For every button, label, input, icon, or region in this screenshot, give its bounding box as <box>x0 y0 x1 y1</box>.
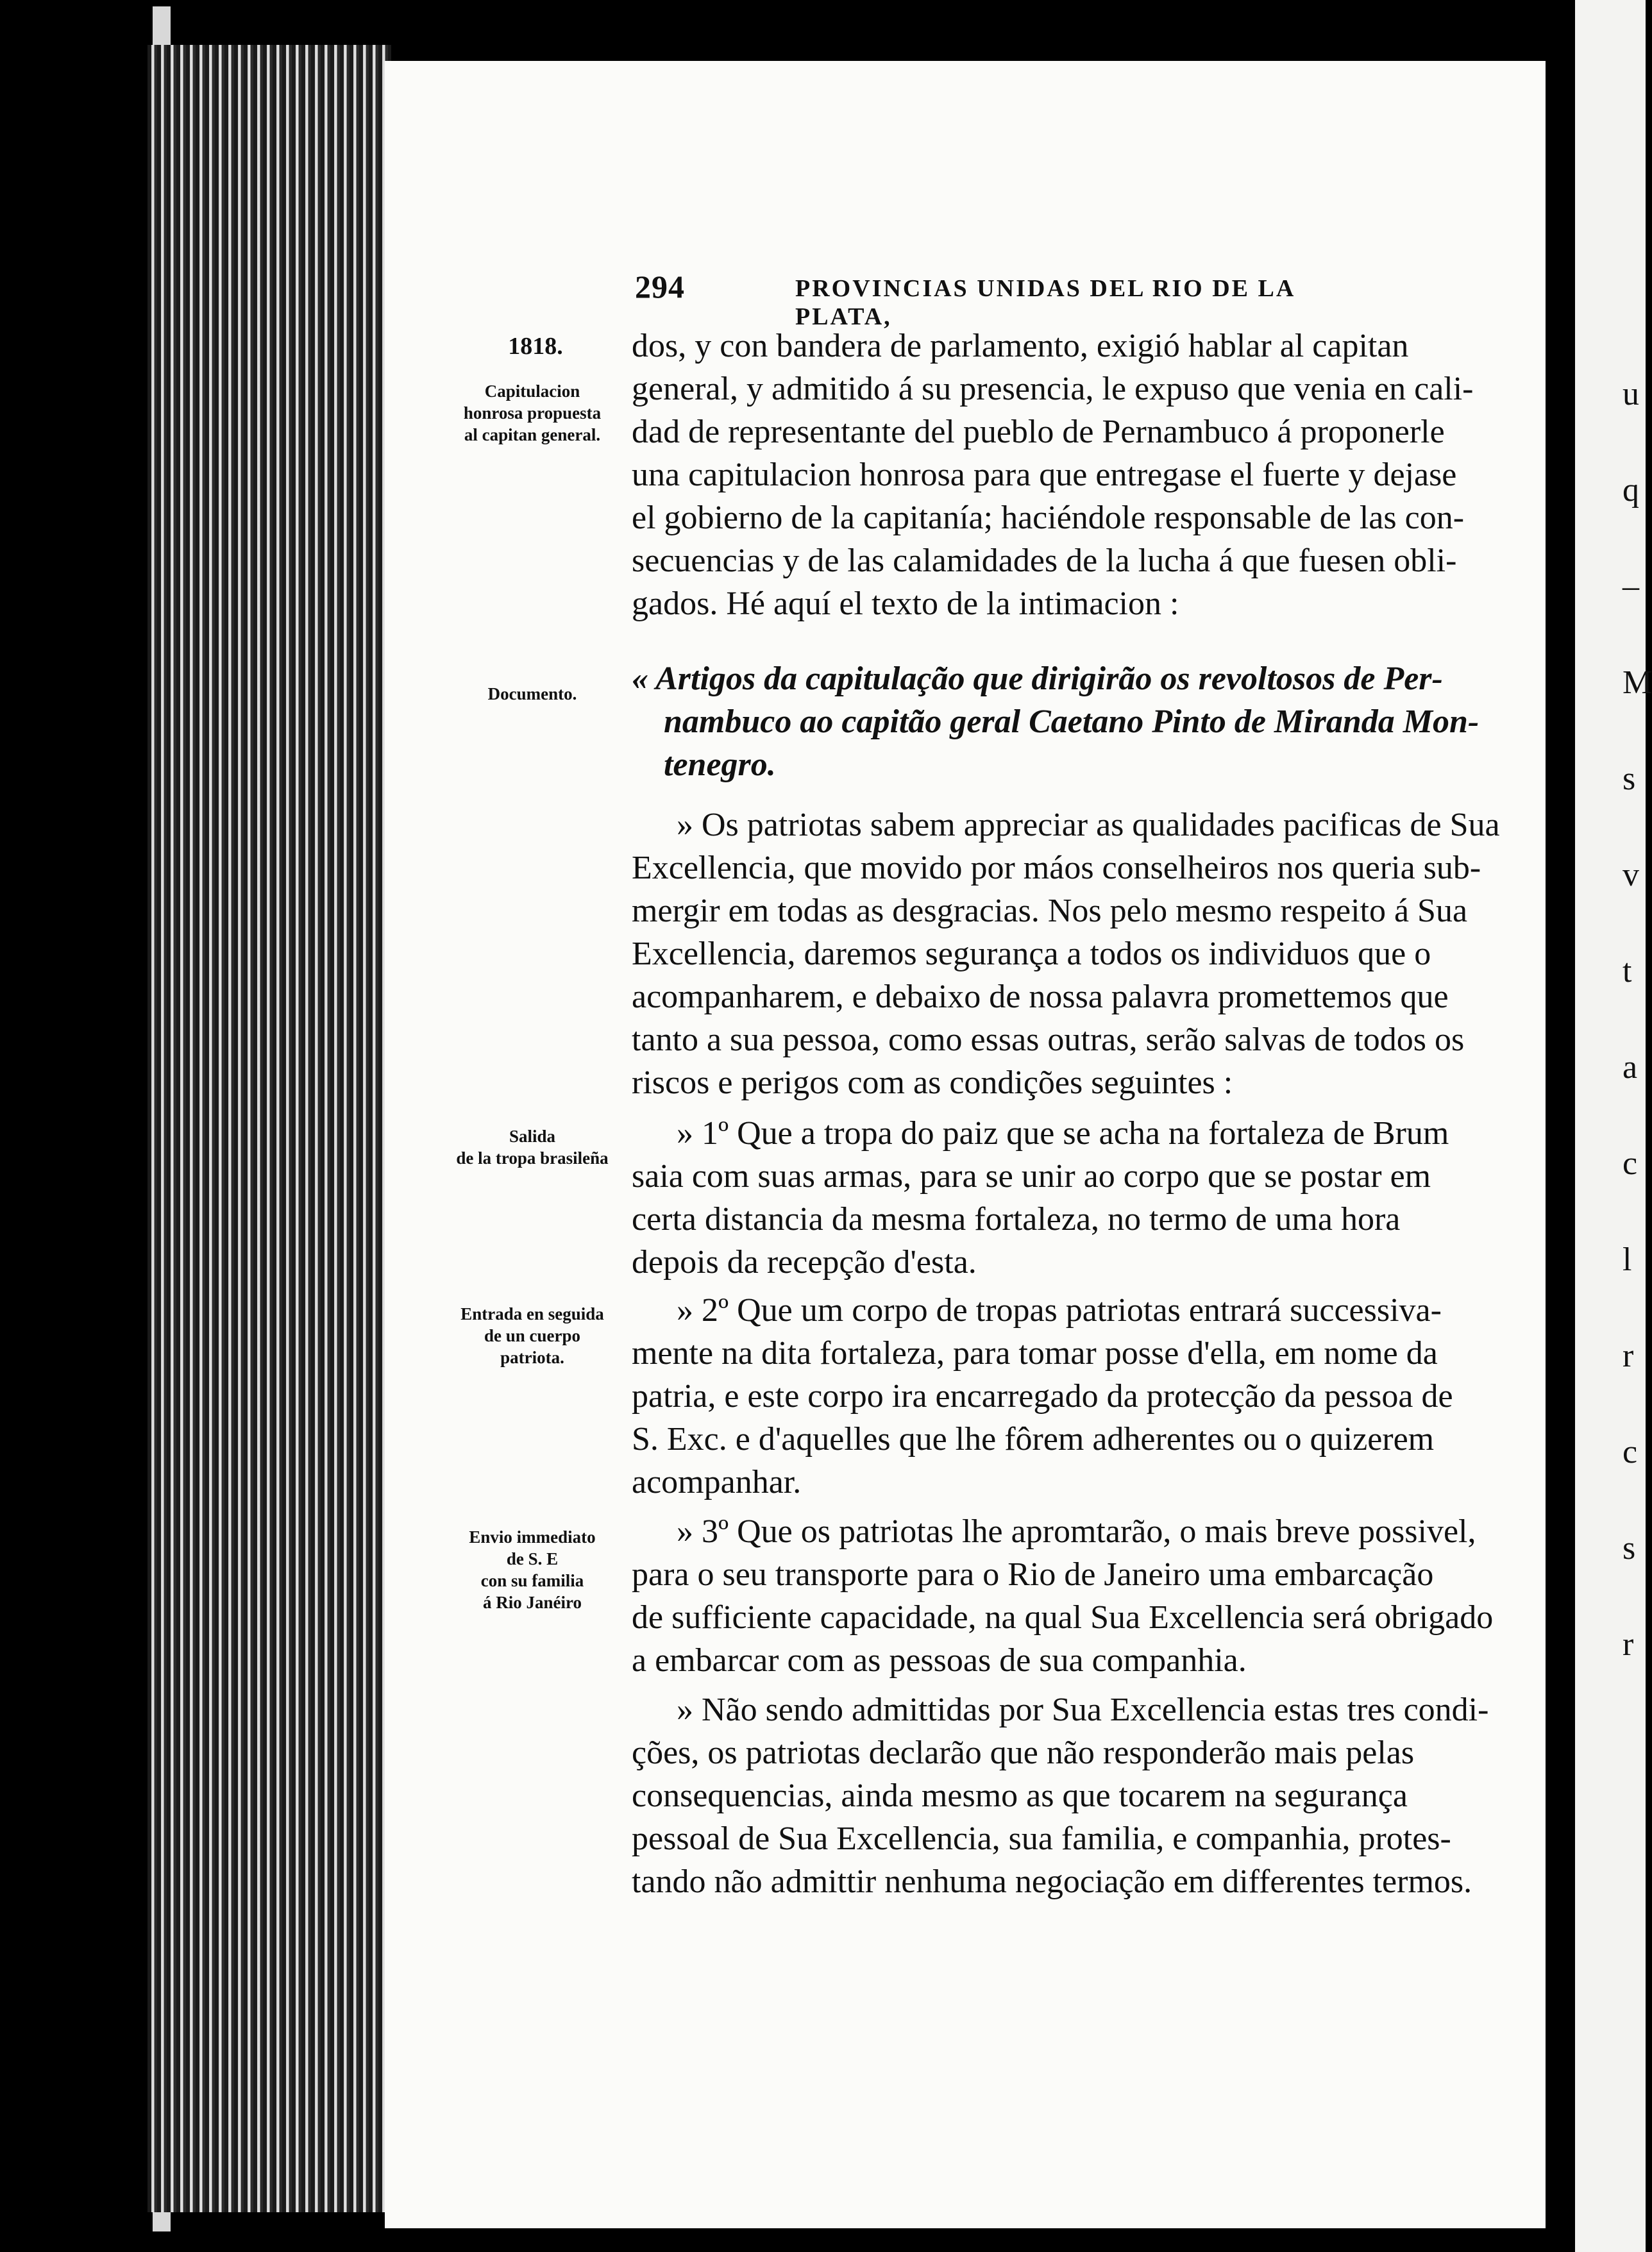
running-header <box>635 268 1360 330</box>
fragment-letter: c <box>1622 1434 1638 1470</box>
text-line: pessoal de Sua Excellencia, sua familia, e companhia, protes- <box>632 1820 1451 1857</box>
text-line: acompanhar. <box>632 1464 802 1500</box>
margin-note-line: de S. E <box>506 1549 559 1568</box>
page-number: 294 <box>635 269 685 305</box>
margin-note-line: al capitan general. <box>464 425 601 444</box>
margin-note-capitulacion <box>442 380 622 446</box>
fragment-letter: – <box>1622 568 1639 605</box>
margin-note-salida <box>442 1125 622 1169</box>
text-line: una capitulacion honrosa para que entregase el fuerte y dejase <box>632 457 1457 493</box>
text-line: saia com suas armas, para se unir ao corpo que se postar em <box>632 1158 1431 1195</box>
margin-note-line: Documento. <box>487 684 577 703</box>
paragraph-intro <box>632 324 1513 625</box>
text-line: gados. Hé aquí el texto de la intimacion : <box>632 585 1179 622</box>
fragment-letter: c <box>1622 1145 1638 1182</box>
margin-note-line: honrosa propuesta <box>463 403 602 423</box>
text-line: » 3º Que os patriotas lhe apromtarão, o mais breve possivel, <box>677 1513 1476 1550</box>
margin-note-line: á Rio Janéiro <box>483 1593 582 1612</box>
fragment-letter: t <box>1622 953 1632 989</box>
fragment-letter: r <box>1622 1338 1634 1374</box>
margin-note-documento <box>442 683 622 705</box>
paragraph-title-artigos <box>632 657 1513 786</box>
text-line: a embarcar com as pessoas de sua companhia. <box>632 1642 1247 1679</box>
fragment-letter: v <box>1622 857 1639 893</box>
running-title: PROVINCIAS UNIDAS DEL RIO DE LA PLATA, <box>795 275 1295 330</box>
margin-note-line: de la tropa brasileña <box>456 1148 609 1168</box>
text-line: » 2º Que um corpo de tropas patriotas entrará successiva- <box>677 1292 1442 1329</box>
text-line: « Artigos da capitulação que dirigirão os revoltosos de Per- <box>632 660 1443 697</box>
margin-note-envio <box>442 1526 622 1613</box>
next-page-fragment <box>1622 346 1652 1693</box>
margin-note-line: Salida <box>509 1127 556 1146</box>
text-line: acompanharem, e debaixo de nossa palavra promettemos que <box>632 979 1449 1015</box>
text-line: Excellencia, que movido por máos conselheiros nos queria sub- <box>632 850 1481 886</box>
fragment-letter: s <box>1622 760 1636 797</box>
fragment-letter: u <box>1622 376 1639 412</box>
text-line: ções, os patriotas declarão que não responderão mais pelas <box>632 1735 1415 1771</box>
paragraph-closing <box>632 1688 1513 1903</box>
margin-year: 1818. <box>508 333 563 360</box>
text-line: » Os patriotas sabem appreciar as qualidades pacificas de Sua <box>677 807 1500 843</box>
fragment-letter: r <box>1622 1626 1634 1663</box>
paragraph-patriotas <box>632 803 1513 1104</box>
margin-note-line: Capitulacion <box>484 382 580 401</box>
margin-note-line: de un cuerpo <box>484 1326 581 1345</box>
margin-note-line: Envio immediato <box>469 1527 596 1547</box>
text-line: Excellencia, daremos segurança a todos os individuos que o <box>632 936 1431 972</box>
text-line: secuencias y de las calamidades de la lucha á que fuesen obli- <box>632 542 1457 579</box>
text-line: para o seu transporte para o Rio de Janeiro uma embarcação <box>632 1556 1434 1593</box>
text-line: tando não admittir nenhuma negociação em differentes termos. <box>632 1863 1472 1900</box>
text-line: mente na dita fortaleza, para tomar posse d'ella, em nome da <box>632 1335 1438 1372</box>
text-line: nambuco ao capitão geral Caetano Pinto de Miranda Mon- <box>664 703 1479 740</box>
text-line: el gobierno de la capitanía; haciéndole responsable de las con- <box>632 500 1465 536</box>
text-line: S. Exc. e d'aquelles que lhe fôrem adherentes ou o quizerem <box>632 1421 1435 1458</box>
fragment-letter: q <box>1622 472 1639 508</box>
paragraph-condition-3 <box>632 1510 1513 1682</box>
margin-note-line: Entrada en seguida <box>460 1304 604 1323</box>
text-line: mergir em todas as desgracias. Nos pelo mesmo respeito á Sua <box>632 893 1468 929</box>
text-line: » Não sendo admittidas por Sua Excellencia estas tres condi- <box>677 1692 1489 1728</box>
text-line: patria, e este corpo ira encarregado da protecção da pessoa de <box>632 1378 1453 1415</box>
fragment-letter: a <box>1622 1049 1638 1086</box>
text-line: » 1º Que a tropa do paiz que se acha na fortaleza de Brum <box>677 1115 1449 1152</box>
margin-note-line: patriota. <box>500 1348 564 1367</box>
fragment-letter: l <box>1622 1241 1632 1278</box>
paragraph-condition-2 <box>632 1289 1513 1504</box>
margin-note-entrada <box>442 1303 622 1368</box>
fragment-letter: s <box>1622 1530 1636 1567</box>
text-line: depois da recepção d'esta. <box>632 1244 977 1281</box>
text-line: dos, y con bandera de parlamento, exigió hablar al capitan <box>632 328 1409 364</box>
margin-note-line: con su familia <box>480 1571 584 1590</box>
text-line: general, y admitido á su presencia, le expuso que venia en cali- <box>632 371 1474 407</box>
paragraph-condition-1 <box>632 1112 1513 1284</box>
text-line: consequencias, ainda mesmo as que tocarem na segurança <box>632 1777 1408 1814</box>
text-line: tenegro. <box>664 746 776 783</box>
text-line: riscos e perigos com as condições seguintes : <box>632 1064 1233 1101</box>
text-line: tanto a sua pessoa, como essas outras, serão salvas de todos os <box>632 1021 1465 1058</box>
text-line: dad de representante del pueblo de Pernambuco á proponerle <box>632 414 1445 450</box>
fragment-letter: M <box>1622 664 1652 701</box>
page-leaf-edges <box>148 45 391 2212</box>
text-line: de sufficiente capacidade, na qual Sua Excellencia será obrigado <box>632 1599 1494 1636</box>
text-line: certa distancia da mesma fortaleza, no termo de uma hora <box>632 1201 1401 1238</box>
